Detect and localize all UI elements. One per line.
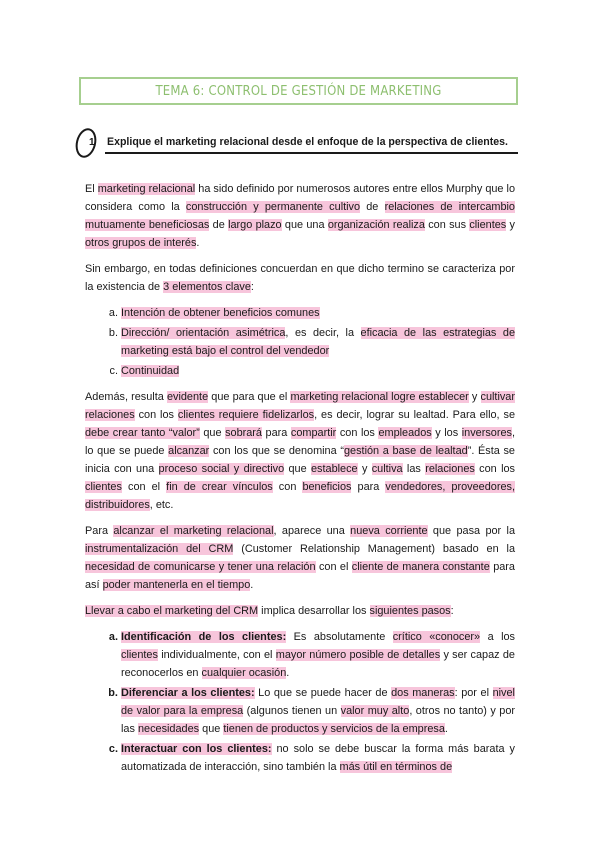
highlight: empleados [378, 427, 432, 439]
highlight: nueva corriente [350, 525, 428, 537]
highlight: eficacia de las estrategias de marketing está bajo el control del vendedor [121, 327, 516, 357]
highlight: nivel de valor para la empresa [121, 687, 515, 717]
highlight: clientes requiere fidelizarlos [177, 409, 315, 421]
step-title: Diferenciar a los clientes: [121, 687, 255, 699]
highlight: compartir [290, 427, 337, 439]
highlight: dos maneras [391, 687, 455, 699]
highlight: necesidad de comunicarse y tener una relación [85, 561, 316, 573]
highlight: más útil en términos de [339, 761, 453, 773]
question-text: Explique el marketing relacional desde el enfoque de la perspectiva de clientes. [107, 136, 508, 148]
highlight: cliente de manera constante [351, 561, 490, 573]
highlight: Intención de obtener beneficios comunes [121, 307, 320, 319]
topic-title: TEMA 6: CONTROL DE GESTIÓN DE MARKETING [155, 83, 442, 99]
highlight: establece [310, 463, 358, 475]
question-header [76, 126, 518, 166]
list-item: a. Identificación de los clientes: Es absolutamente crítico «conocer» a los clientes individualmente, con el mayor número posible de detalles y ser capaz de reconocerlos en cualquier ocasión. [121, 628, 515, 682]
highlight: relaciones [425, 463, 475, 475]
highlight: valor muy alto [340, 705, 410, 717]
highlight: mayor número posible de detalles [275, 649, 441, 661]
highlight: Llevar a cabo el marketing del CRM [85, 605, 259, 617]
paragraph-definition: El marketing relacional ha sido definido por numerosos autores entre ellos Murphy que lo considera como la construcción y permanente cultivo de relaciones de intercambio mutuamente beneficiosas de largo plazo que una organización realiza con sus clientes y otros grupos de interés. [85, 183, 515, 249]
highlight: proceso social y directivo [158, 463, 285, 475]
highlight: clientes [121, 649, 158, 661]
highlight: beneficios [302, 481, 352, 493]
step-title: Interactuar con los clientes: [121, 743, 272, 755]
highlight: gestión a base de lealtad [343, 445, 468, 457]
paragraph-elements-intro: Sin embargo, en todas definiciones concuerdan en que dicho termino se caracteriza por la existencia de 3 elementos clave: [85, 263, 515, 293]
highlight: siguientes pasos [369, 605, 451, 617]
highlight: sobrará [225, 427, 262, 439]
list-item: c. Interactuar con los clientes: no solo se debe buscar la forma más barata y automatizada de interacción, sino también la más útil en términos de [121, 740, 515, 776]
highlight: organización realiza [327, 219, 425, 231]
highlight: largo plazo [228, 219, 282, 231]
highlight: fin de crear vínculos [166, 481, 273, 493]
highlight: debe crear tanto “valor” [85, 427, 200, 439]
highlight: vendedores, proveedores, distribuidores [85, 481, 515, 511]
highlight: 3 elementos clave [163, 281, 251, 293]
list-item: b. Diferenciar a los clientes: Lo que se puede hacer de dos maneras: por el nivel de valor para la empresa (algunos tienen un valor muy alto, otros no tanto) y por las necesidades que tienen de productos y servicios de la empresa. [121, 684, 515, 738]
highlight: evidente [166, 391, 209, 403]
highlight: necesidades [137, 723, 200, 735]
list-item [121, 362, 515, 380]
highlight: clientes [85, 481, 122, 493]
highlight: marketing relacional logre establecer [290, 391, 469, 403]
highlight: cultivar relaciones [85, 391, 515, 421]
highlight: relaciones de intercambio mutuamente beneficiosas [85, 201, 515, 231]
topic-title-box [79, 77, 518, 105]
highlight: clientes [469, 219, 507, 231]
highlight: construcción y permanente cultivo [185, 201, 361, 213]
question-number: 1 [89, 137, 95, 148]
list-item [121, 304, 515, 322]
question-underline [105, 152, 518, 154]
paragraph-loyalty: Además, resulta evidente que para que el marketing relacional logre establecer y cultivar relaciones con los clientes requiere fidelizarlos, es decir, lograr su lealtad. Para ello, se debe crear tanto “valor” que sobrará para compartir con los empleados y los inversores, lo que se puede alcanzar con los que se denomina “gestión a base de lealtad”. Ésta se inicia con una proceso social y directivo que establece y cultiva las relaciones con los clientes con el fin de crear vínculos con beneficios para vendedores, proveedores, distribuidores, etc. [85, 391, 516, 511]
key-elements-list [85, 304, 515, 380]
paragraph-steps-intro: Llevar a cabo el marketing del CRM implica desarrollar los siguientes pasos: [85, 605, 454, 617]
highlight: crítico «conocer» [392, 631, 481, 643]
question-circle-icon [73, 126, 100, 160]
highlight: otros grupos de interés [85, 237, 197, 249]
highlight: alcanzar el marketing relacional [113, 525, 274, 537]
highlight: instrumentalización del CRM [85, 543, 234, 555]
document-body [85, 180, 515, 784]
highlight: poder mantenerla en el tiempo [102, 579, 251, 591]
highlight: cualquier ocasión [201, 667, 287, 679]
highlight: Dirección/ orientación asimétrica [121, 327, 286, 339]
highlight: tienen de productos y servicios de la empresa [223, 723, 445, 735]
highlight: inversores [461, 427, 512, 439]
highlight: alcanzar [168, 445, 210, 457]
highlight: marketing relacional [97, 183, 196, 195]
list-item: b. Dirección/ orientación asimétrica, es decir, la eficacia de las estrategias de marketing está bajo el control del vendedor [121, 324, 515, 360]
highlight: Continuidad [121, 365, 180, 377]
paragraph-crm: Para alcanzar el marketing relacional, aparece una nueva corriente que pasa por la instrumentalización del CRM (Customer Relationship Management) basado en la necesidad de comunicarse y tener una relación con el cliente de manera constante para así poder mantenerla en el tiempo. [85, 525, 516, 591]
crm-steps-list [85, 628, 515, 776]
step-title: Identificación de los clientes: [121, 631, 287, 643]
highlight: cultiva [371, 463, 403, 475]
